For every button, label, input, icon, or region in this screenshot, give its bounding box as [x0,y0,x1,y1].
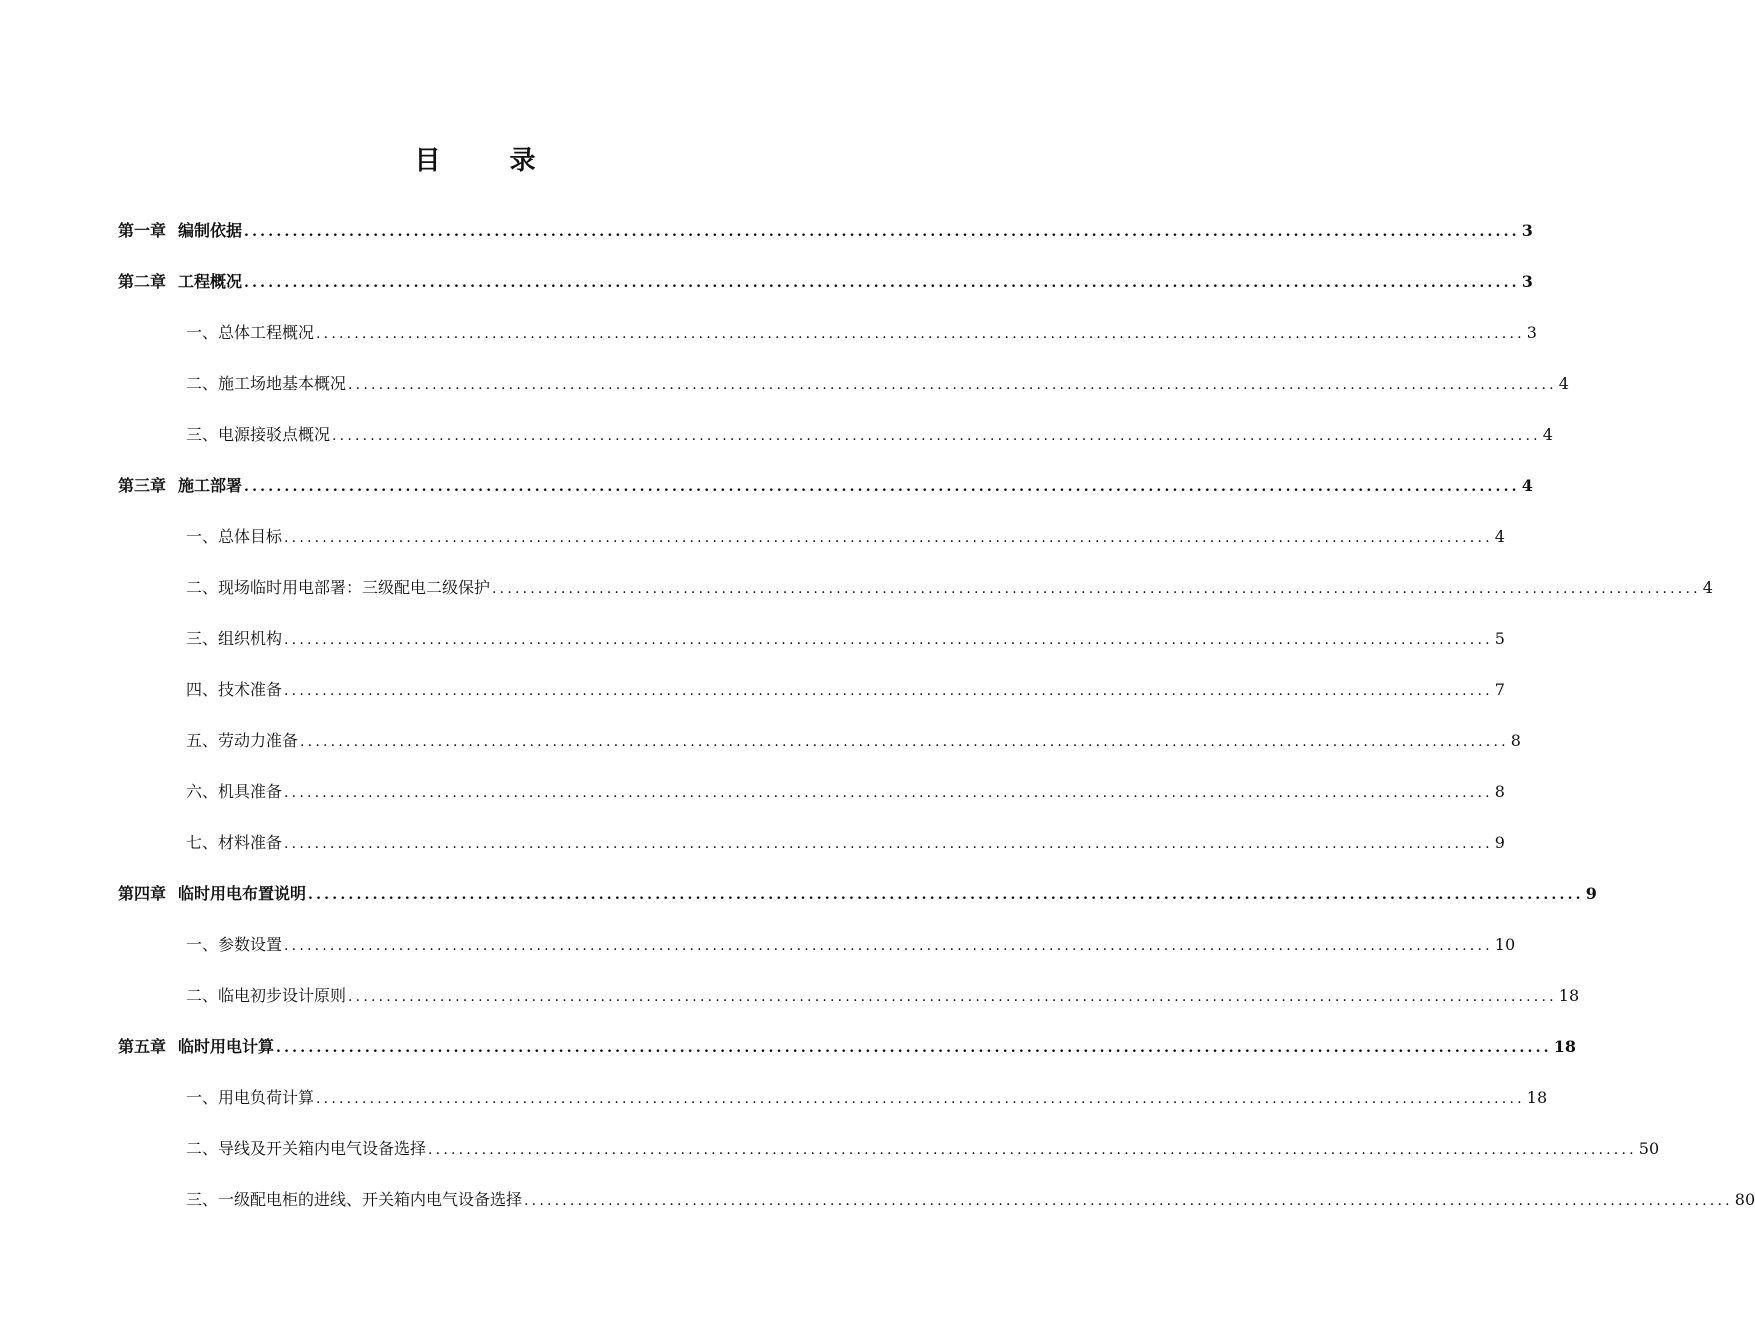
dot-leader: .............................................................................................................................................................. [308,887,1584,903]
toc-number: 第二章 [118,272,167,291]
toc-label: 总体目标 [218,527,283,546]
toc-section[interactable] [118,511,1505,562]
dot-leader: .............................................................................................................................................................. [276,1040,1552,1056]
dot-leader: .............................................................................................................................................................. [284,683,1493,699]
toc-chapter-1[interactable] [118,205,1533,256]
toc-label: 工程概况 [178,272,243,291]
toc-label: 组织机构 [218,629,283,648]
toc-number: 一、 [186,323,219,342]
toc-number: 二、 [186,578,219,597]
dot-leader: .............................................................................................................................................................. [284,632,1493,648]
toc-page-number: 4 [1494,527,1505,546]
dot-leader: .............................................................................................................................................................. [348,377,1557,393]
toc-number: 七、 [186,833,219,852]
dot-leader: .............................................................................................................................................................. [300,734,1509,750]
dot-leader: .............................................................................................................................................................. [284,530,1493,546]
toc-number: 三、 [186,629,219,648]
toc-label: 临时用电布置说明 [178,884,307,903]
toc-page-number: 18 [1553,1037,1576,1056]
toc-number: 四、 [186,680,219,699]
toc-number: 第一章 [118,221,167,240]
toc-section[interactable] [118,1123,1660,1174]
toc-number: 第四章 [118,884,167,903]
toc-number: 五、 [186,731,219,750]
toc-label: 施工场地基本概况 [218,374,347,393]
toc-section[interactable] [118,613,1505,664]
toc-label: 技术准备 [218,680,283,699]
toc-page-number: 18 [1558,986,1580,1005]
dot-leader: .............................................................................................................................................................. [284,938,1493,954]
toc-section[interactable] [118,307,1537,358]
toc-label: 现场临时用电部署：三级配电二级保护 [218,578,491,597]
toc-section[interactable] [118,409,1553,460]
toc-number: 二、 [186,986,219,1005]
toc-section[interactable] [118,766,1505,817]
toc-label: 参数设置 [218,935,283,954]
toc-number: 二、 [186,374,219,393]
dot-leader: .............................................................................................................................................................. [316,1091,1525,1107]
toc-label: 用电负荷计算 [218,1088,315,1107]
toc-label: 临电初步设计原则 [218,986,347,1005]
toc-section[interactable] [118,1174,1755,1225]
toc-page-number: 50 [1638,1139,1660,1158]
toc-section[interactable] [118,562,1713,613]
toc-page-number: 4 [1702,578,1713,597]
dot-leader: .............................................................................................................................................................. [244,224,1520,240]
toc-label: 施工部署 [178,476,243,495]
toc-label: 总体工程概况 [218,323,315,342]
dot-leader: .............................................................................................................................................................. [348,989,1557,1005]
toc-label: 临时用电计算 [178,1037,275,1056]
toc-page-number: 3 [1521,221,1533,240]
dot-leader: .............................................................................................................................................................. [428,1142,1637,1158]
toc-number: 一、 [186,527,219,546]
toc-page-number: 3 [1521,272,1533,291]
toc-page-number: 10 [1494,935,1516,954]
toc-number: 第五章 [118,1037,167,1056]
dot-leader: .............................................................................................................................................................. [244,479,1520,495]
toc-label: 导线及开关箱内电气设备选择 [218,1139,427,1158]
toc-page-number: 4 [1558,374,1569,393]
toc-number: 二、 [186,1139,219,1158]
toc-number: 三、 [186,1190,219,1209]
toc-section[interactable] [118,970,1580,1021]
toc-chapter-2[interactable] [118,256,1533,307]
toc-section[interactable] [118,715,1521,766]
toc-page-number: 9 [1585,884,1597,903]
dot-leader: .............................................................................................................................................................. [244,275,1520,291]
toc-label: 劳动力准备 [218,731,299,750]
table-of-contents [118,205,1755,1225]
toc-chapter-4[interactable] [118,868,1597,919]
toc-number: 三、 [186,425,219,444]
toc-label: 编制依据 [178,221,243,240]
toc-page-number: 4 [1521,476,1533,495]
toc-label: 机具准备 [218,782,283,801]
toc-number: 一、 [186,935,219,954]
dot-leader: .............................................................................................................................................................. [524,1193,1733,1209]
toc-section[interactable] [118,919,1516,970]
toc-section[interactable] [118,664,1505,715]
toc-page-number: 80 [1734,1190,1755,1209]
dot-leader: .............................................................................................................................................................. [316,326,1525,342]
toc-page-number: 18 [1526,1088,1548,1107]
toc-label: 材料准备 [218,833,283,852]
dot-leader: .............................................................................................................................................................. [284,836,1493,852]
dot-leader: .............................................................................................................................................................. [332,428,1541,444]
toc-label: 电源接驳点概况 [218,425,331,444]
toc-number: 一、 [186,1088,219,1107]
toc-section[interactable] [118,358,1569,409]
toc-number: 六、 [186,782,219,801]
toc-chapter-5[interactable] [118,1021,1576,1072]
toc-page-number: 7 [1494,680,1505,699]
toc-page-number: 9 [1494,833,1505,852]
toc-page-number: 8 [1494,782,1505,801]
toc-chapter-3[interactable] [118,460,1533,511]
toc-section[interactable] [118,817,1505,868]
toc-number: 第三章 [118,476,167,495]
toc-page-number: 4 [1542,425,1553,444]
page-title: 目 录 [414,146,566,176]
dot-leader: .............................................................................................................................................................. [284,785,1493,801]
toc-section[interactable] [118,1072,1548,1123]
toc-page-number: 5 [1494,629,1505,648]
toc-page-number: 3 [1526,323,1537,342]
toc-label: 一级配电柜的进线、开关箱内电气设备选择 [218,1190,523,1209]
toc-page-number: 8 [1510,731,1521,750]
dot-leader: .............................................................................................................................................................. [492,581,1701,597]
